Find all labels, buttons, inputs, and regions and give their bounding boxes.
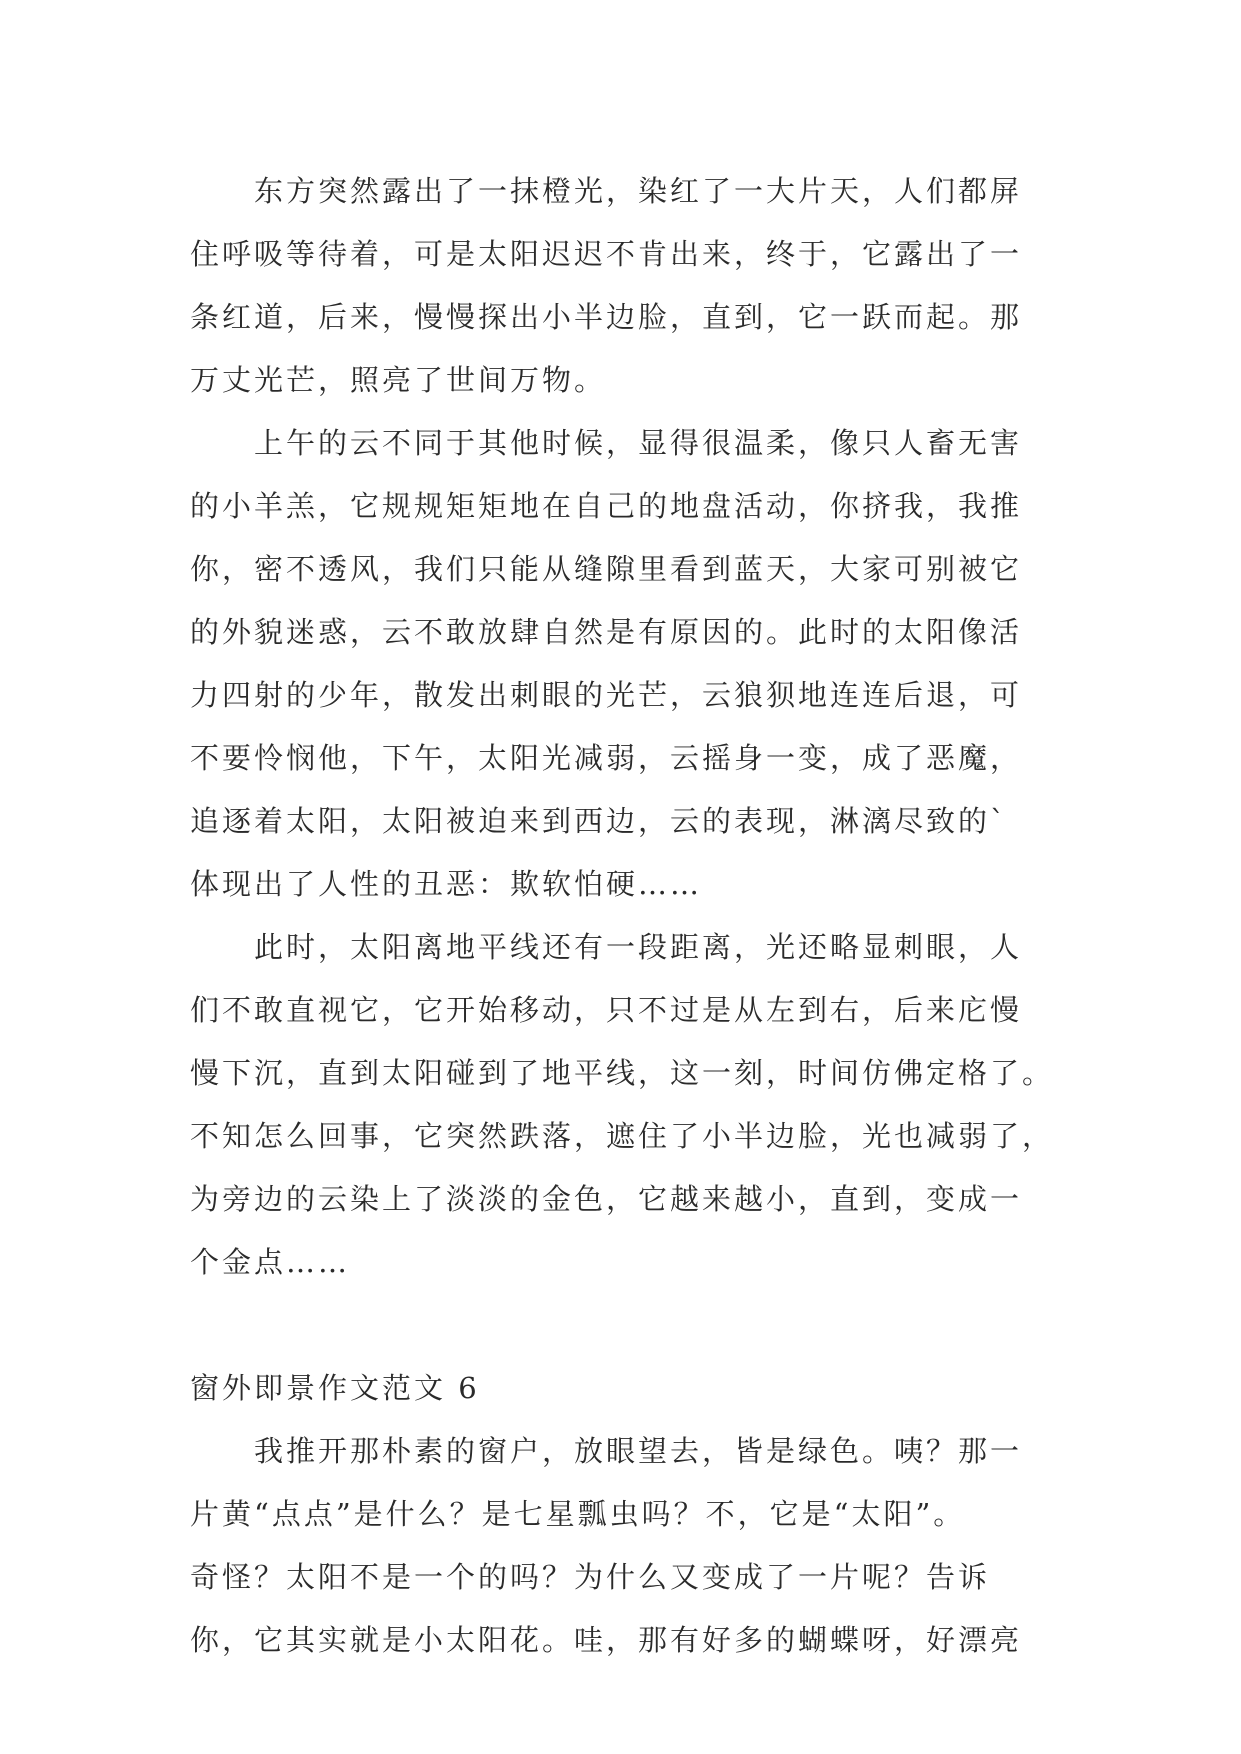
text-line: 们不敢直视它，它开始移动，只不过是从左到右，后来庀慢 [190,993,1023,1027]
text-line: 东方突然露出了一抹橙光，染红了一大片天，人们都屏 [254,174,1023,208]
text-line: 体现出了人性的丑恶：欺软怕硬…… [190,867,703,901]
section-heading: 窗外即景作文范文 6 [190,1371,480,1405]
text-line: 住呼吸等待着，可是太阳迟迟不肯出来，终于，它露出了一 [190,237,1023,271]
text-line: 片黄“点点”是什么？是七星瓢虫吗？不，它是“太阳”。 [190,1497,966,1531]
text-line: 你，密不透风，我们只能从缝隙里看到蓝天，大家可别被它 [190,552,1023,586]
text-line: 我推开那朴素的窗户，放眼望去，皆是绿色。咦？那一 [254,1434,1023,1468]
text-line: 追逐着太阳，太阳被迫来到西边，云的表现，淋漓尽致的` [190,804,1008,838]
paragraph-clouds [190,412,1050,916]
text-line: 奇怪？太阳不是一个的吗？为什么又变成了一片呢？告诉 [190,1560,991,1594]
text-line: 的外貌迷惑，云不敢放肆自然是有原因的。此时的太阳像活 [190,615,1023,649]
text-line: 不要怜悯他，下午，太阳光减弱，云摇身一变，成了恶魔， [190,741,1023,775]
text-line: 条红道，后来，慢慢探出小半边脸，直到，它一跃而起。那 [190,300,1023,334]
text-line: 此时，太阳离地平线还有一段距离，光还略显刺眼，人 [254,930,1023,964]
text-line: 万丈光芒，照亮了世间万物。 [190,363,607,397]
paragraph-sunset [190,916,1055,1294]
text-line: 不知怎么回事，它突然跌落，遮住了小半边脸，光也减弱了， [190,1119,1055,1153]
document-body [190,160,1055,1672]
text-line: 力四射的少年，散发出刺眼的光芒，云狼狈地连连后退，可 [190,678,1023,712]
text-line: 的小羊羔，它规规矩矩地在自己的地盘活动，你挤我，我推 [190,489,1023,523]
text-line: 个金点…… [190,1245,351,1279]
paragraph-sunrise [190,160,1050,412]
text-line: 你，它其实就是小太阳花。哇，那有好多的蝴蝶呀，好漂亮 [190,1623,1023,1657]
text-line: 慢下沉，直到太阳碰到了地平线，这一刻，时间仿佛定格了。 [190,1056,1055,1090]
text-line: 上午的云不同于其他时候，显得很温柔，像只人畜无害 [254,426,1023,460]
text-line: 为旁边的云染上了淡淡的金色，它越来越小，直到，变成一 [190,1182,1023,1216]
paragraph-window-view [190,1420,1050,1672]
